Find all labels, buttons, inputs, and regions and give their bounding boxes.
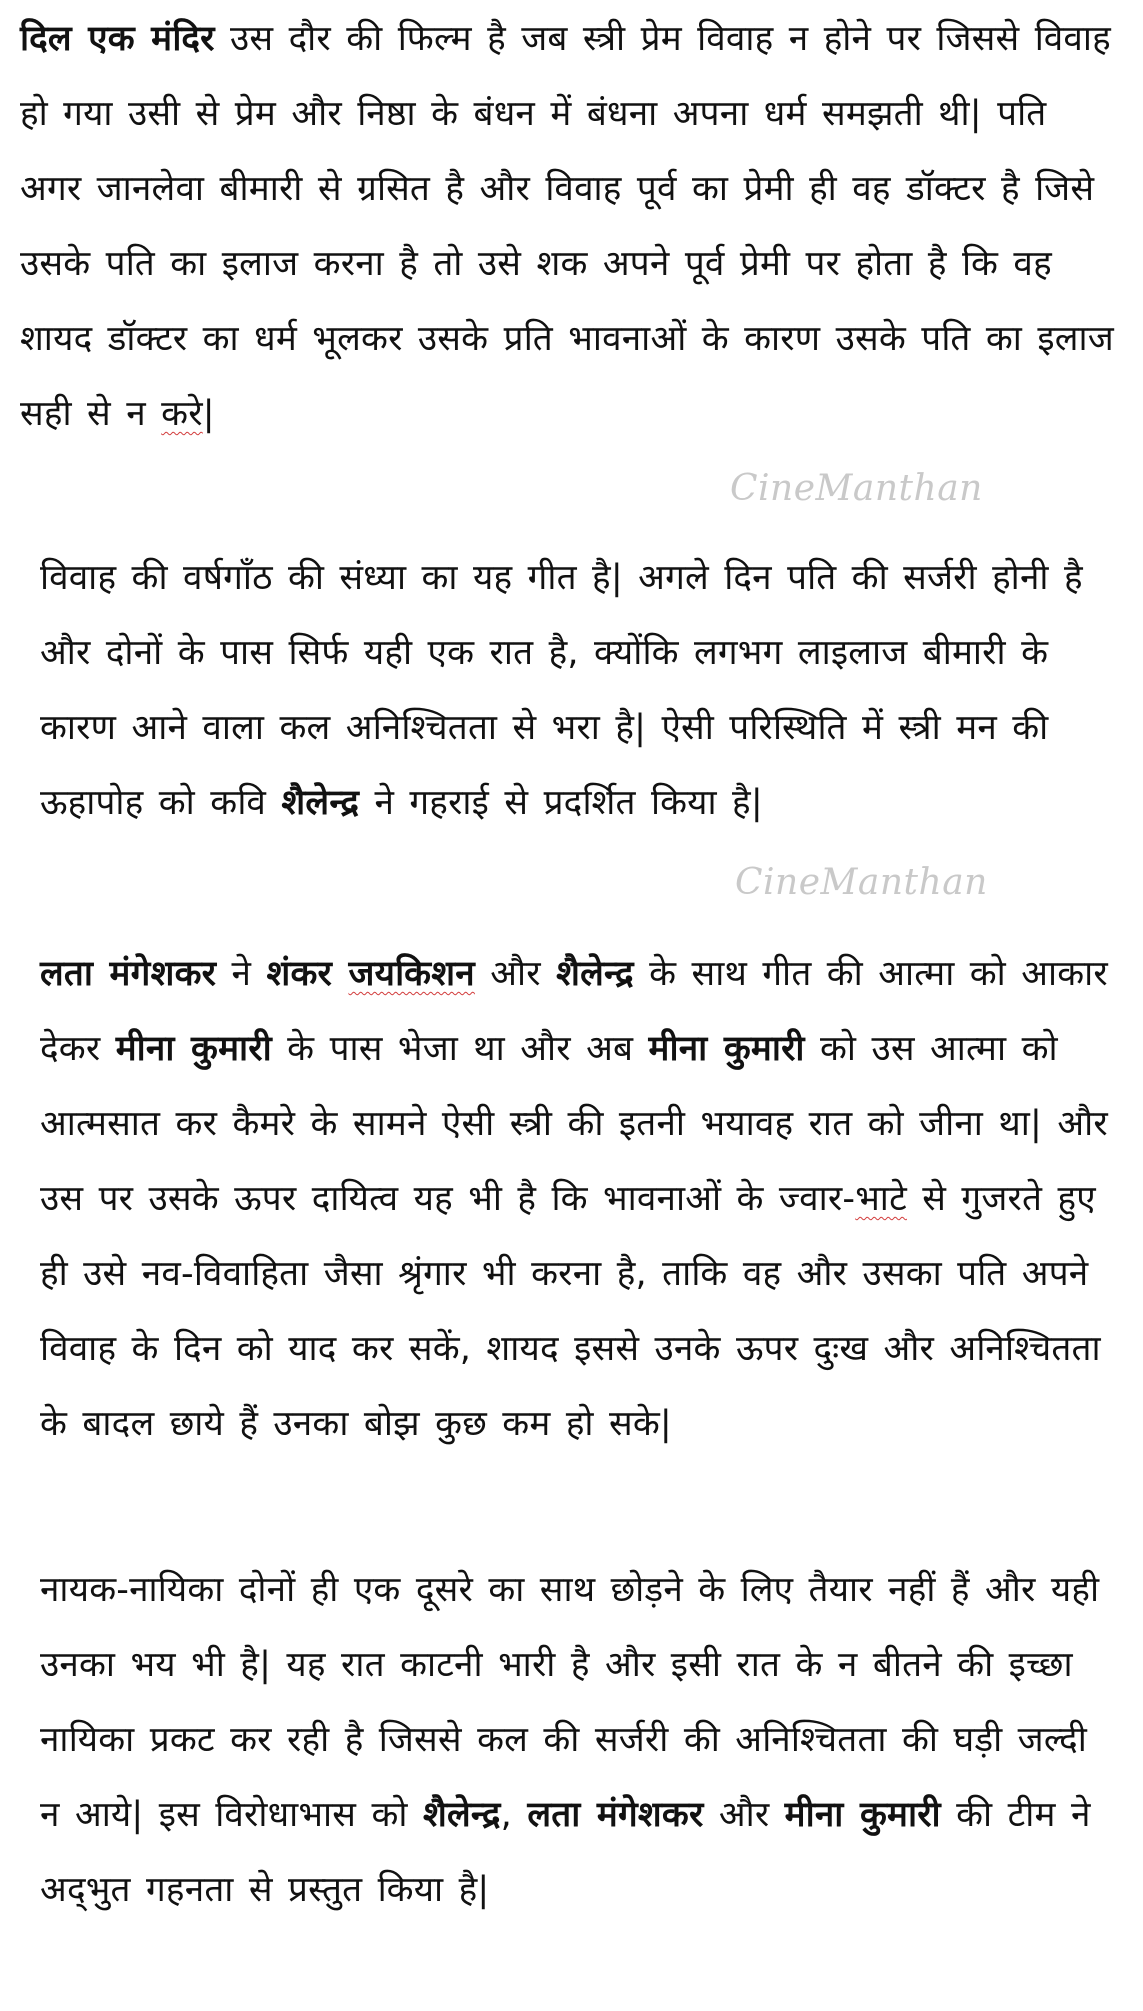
film-title: दिल एक मंदिर	[20, 19, 215, 59]
name-shailendra: शैलेन्द्र	[556, 954, 634, 994]
paragraph-text: विवाह की वर्षगाँठ की संध्या का यह गीत है| अगले दिन पति की सर्जरी होनी है और दोनों के पास सिर्फ यही एक रात है, क्योंकि लगभग लाइलाज बीमारी के कारण आने वाला कल अनिश्चितता से भरा है| ऐसी परिस्थिति में स्त्री मन की ऊहापोह को कवि	[40, 558, 1083, 823]
name-lata-mangeshkar: लता मंगेशकर	[40, 954, 217, 994]
watermark: CineManthan	[735, 862, 988, 903]
name-lata-mangeshkar: लता मंगेशकर	[527, 1795, 704, 1835]
name-meena-kumari: मीना कुमारी	[784, 1795, 941, 1835]
name-shankar: शंकर	[266, 954, 349, 994]
name-shailendra: शैलेन्द्र	[422, 1795, 501, 1835]
paragraph-text: के पास भेजा था और अब	[271, 1029, 649, 1069]
name-shailendra: शैलेन्द्र	[281, 783, 360, 823]
paragraph-performance	[40, 937, 1120, 1462]
paragraph-text: ,	[500, 1795, 528, 1835]
paragraph-song-context	[40, 541, 1120, 841]
spellcheck-word: भाटे	[855, 1179, 907, 1219]
name-meena-kumari: मीना कुमारी	[648, 1029, 805, 1069]
name-jaikishan: जयकिशन	[348, 954, 475, 994]
watermark: CineManthan	[730, 468, 983, 509]
paragraph-text: ने	[216, 954, 267, 994]
paragraph-text: की टीम ने अद्‌भुत गहनता से प्रस्तुत किया है|	[40, 1795, 1091, 1910]
paragraph-text: के साथ गीत की आत्मा को आकार देकर	[40, 954, 1108, 1069]
paragraph-film-context	[20, 2, 1120, 452]
name-meena-kumari: मीना कुमारी	[115, 1029, 272, 1069]
paragraph-text: से गुजरते हुए ही उसे नव-विवाहिता जैसा श्रृंगार भी करना है, ताकि वह और उसका पति अपने विवाह के दिन को याद कर सकें, शायद इससे उनके ऊपर दुःख और अनिश्चितता के बादल छाये हैं उनका बोझ कुछ कम हो सके|	[40, 1179, 1101, 1444]
paragraph-text: और	[474, 954, 557, 994]
paragraph-text: और	[703, 1795, 785, 1835]
paragraph-text: को उस आत्मा को आत्मसात कर कैमरे के सामने ऐसी स्त्री की इतनी भयावह रात को जीना था| और उस पर उसके ऊपर दायित्व यह भी है कि भावनाओं के ज्वार-	[40, 1029, 1108, 1219]
paragraph-text: उस दौर की फिल्म है जब स्त्री प्रेम विवाह न होने पर जिससे विवाह हो गया उसी से प्रेम और निष्ठा के बंधन में बंधना अपना धर्म समझती थी| पति अगर जानलेवा बीमारी से ग्रसित है और विवाह पूर्व का प्रेमी ही वह डॉक्टर है जिसे उसके पति का इलाज करना है तो उसे शक अपने पूर्व प्रेमी पर होता है कि वह शायद डॉक्टर का धर्म भूलकर उसके प्रति भावनाओं के कारण उसके पति का इलाज सही से न	[20, 19, 1114, 434]
paragraph-text: नायक-नायिका दोनों ही एक दूसरे का साथ छोड़ने के लिए तैयार नहीं हैं और यही उनका भय भी है| यह रात काटनी भारी है और इसी रात के न बीतने की इच्छा नायिका प्रकट कर रही है जिससे कल की सर्जरी की अनिश्चितता की घड़ी जल्दी न आये| इस विरोधाभास को	[40, 1570, 1100, 1835]
spellcheck-word: करे	[161, 394, 203, 434]
paragraph-text: ने गहराई से प्रदर्शित किया है|	[359, 783, 763, 823]
paragraph-conclusion	[40, 1553, 1120, 1928]
paragraph-text: |	[202, 394, 215, 434]
